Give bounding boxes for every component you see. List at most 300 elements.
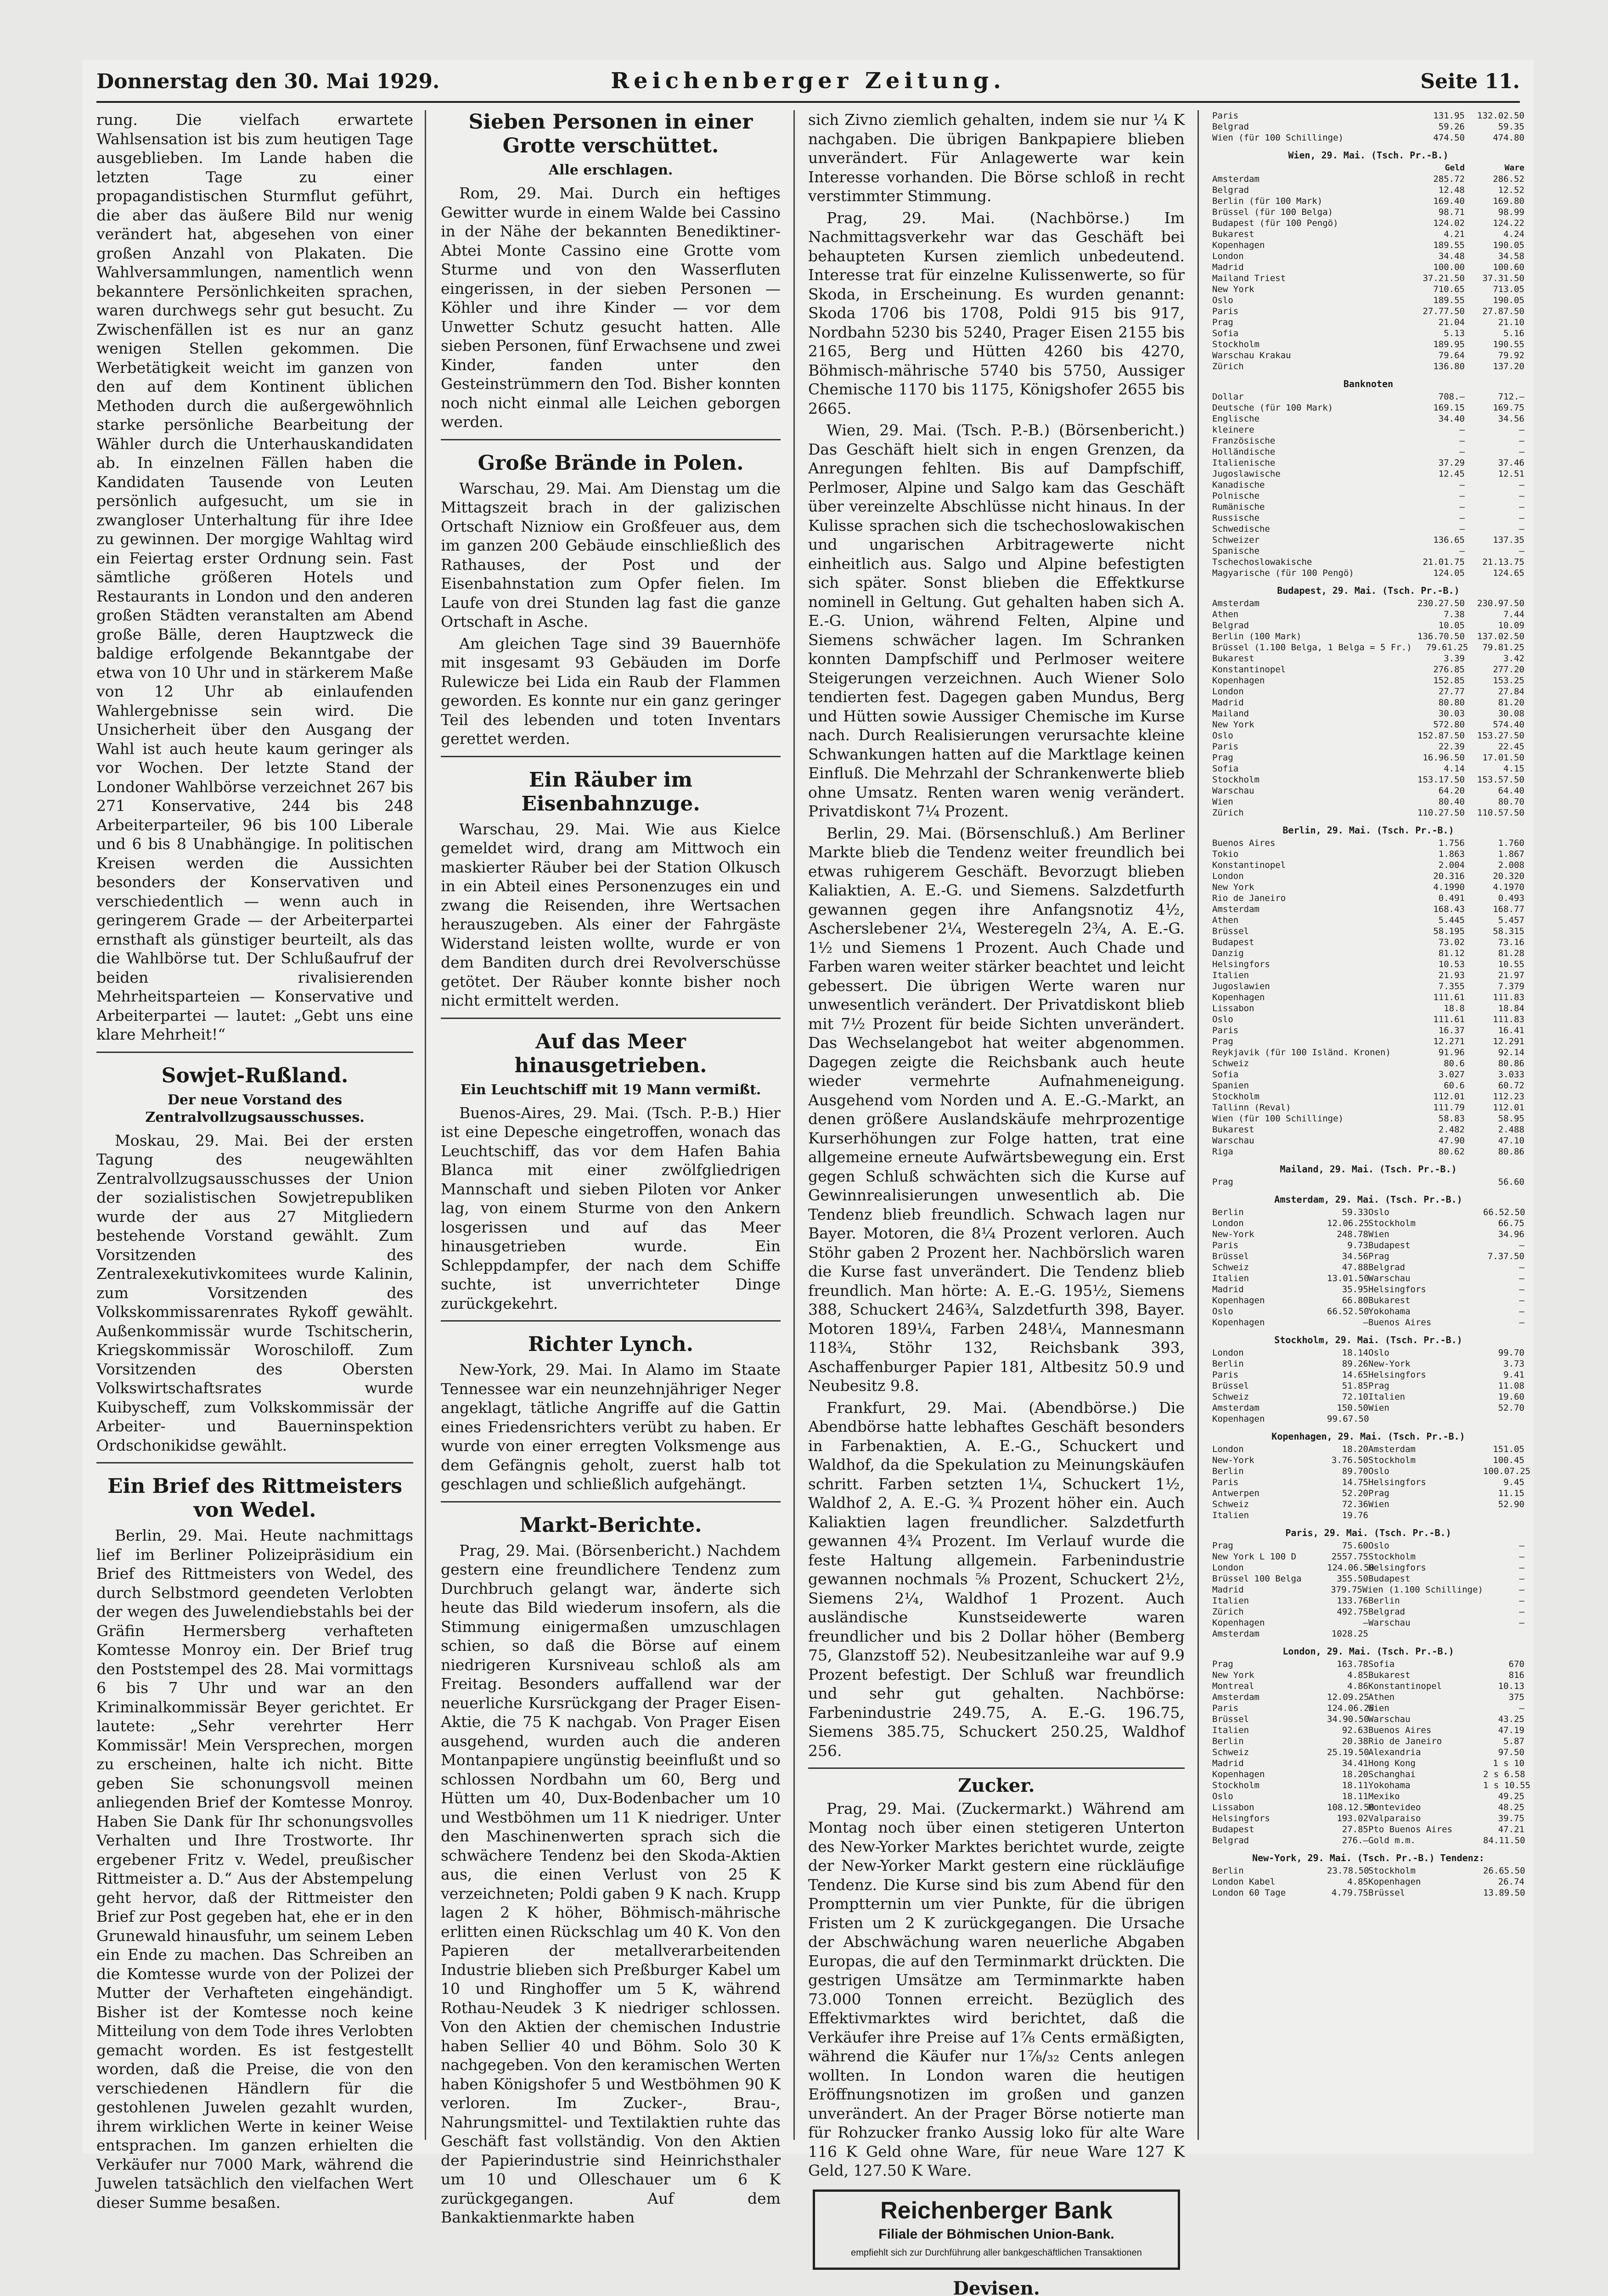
currency-name: Brüssel (für 100 Belga)	[1212, 207, 1405, 218]
rate-value: 14.65	[1327, 1369, 1368, 1380]
rate-value: 4.1970	[1465, 882, 1524, 893]
rate-value: 4.1990	[1405, 882, 1465, 893]
rate-value: 47.90	[1405, 1135, 1465, 1146]
rate-value: 12.291	[1465, 1036, 1524, 1047]
currency-name: Stockholm	[1368, 1455, 1483, 1466]
rate-value: 7.355	[1405, 981, 1465, 992]
currency-name: London	[1212, 871, 1405, 882]
currency-name: Lissabon	[1212, 1003, 1405, 1014]
rate-value: 136.70.50	[1405, 631, 1465, 642]
table-row	[1212, 882, 1524, 893]
rate-value: —	[1483, 1273, 1524, 1284]
rate-value: 18.8	[1405, 1003, 1465, 1014]
rate-value: 49.25	[1483, 1791, 1524, 1802]
rate-value: 91.96	[1405, 1047, 1465, 1058]
table-row	[1212, 1670, 1524, 1681]
currency-name: Schweiz	[1212, 1262, 1327, 1273]
rate-value: 124.65	[1465, 568, 1524, 579]
rate-value: 72.10	[1327, 1391, 1368, 1402]
table-row	[1212, 774, 1524, 785]
rate-value: 58.95	[1465, 1113, 1524, 1124]
rate-value: 26.74	[1483, 1876, 1524, 1887]
table-row	[1212, 1703, 1524, 1714]
currency-name: Stockholm	[1368, 1865, 1483, 1876]
rate-value: 4.86	[1327, 1681, 1368, 1692]
rate-value: —	[1483, 1703, 1524, 1714]
table-row	[1212, 1714, 1524, 1725]
rate-value: 2 s 6.58	[1483, 1769, 1524, 1780]
rate-value: —	[1483, 1295, 1524, 1306]
currency-name: Warschau	[1368, 1714, 1483, 1725]
table-row	[1212, 1207, 1524, 1218]
rate-value: 19.60	[1483, 1391, 1524, 1402]
currency-name: Prag	[1368, 1488, 1483, 1499]
rate-value: 13.89.50	[1483, 1887, 1524, 1898]
currency-name: Berlin	[1212, 1358, 1327, 1369]
rate-value: 97.50	[1483, 1747, 1524, 1758]
currency-name: Helsingfors	[1368, 1562, 1483, 1573]
rate-value: 58.83	[1405, 1113, 1465, 1124]
table-row	[1212, 1736, 1524, 1747]
rate-value: 18.20	[1327, 1444, 1368, 1455]
rate-value: 72.36	[1327, 1499, 1368, 1510]
rate-value: —	[1405, 424, 1465, 435]
currency-name: London	[1212, 1347, 1327, 1358]
table-row	[1212, 350, 1524, 361]
table-row	[1212, 1617, 1524, 1628]
rate-value: 27.84	[1465, 686, 1524, 697]
table-row	[1212, 730, 1524, 741]
table-row	[1212, 893, 1524, 904]
rate-value: 52.70	[1483, 1402, 1524, 1413]
currency-name: Paris	[1212, 110, 1405, 121]
rate-value: 189.95	[1405, 339, 1465, 350]
table-row	[1212, 1466, 1524, 1477]
rate-value: 81.20	[1465, 697, 1524, 708]
rate-value: 21.13.75	[1465, 557, 1524, 568]
currency-name: Italien	[1212, 1273, 1327, 1284]
rate-value: 18.84	[1465, 1003, 1524, 1014]
table-row	[1212, 512, 1524, 523]
currency-name: New York	[1212, 882, 1405, 893]
currency-name: London	[1212, 251, 1405, 262]
currency-name: Oslo	[1368, 1347, 1483, 1358]
rate-value: 3.76.50	[1327, 1455, 1368, 1466]
table-row	[1212, 1758, 1524, 1769]
table-row	[1212, 1802, 1524, 1813]
header-date: Donnerstag den 30. Mai 1929.	[96, 70, 439, 93]
rate-value: 12.51	[1465, 468, 1524, 479]
column-rule	[793, 110, 795, 2140]
rate-value: 1.760	[1465, 838, 1524, 849]
rate-value: 30.08	[1465, 708, 1524, 719]
rate-value: 17.01.50	[1465, 752, 1524, 763]
rate-value: 48.25	[1483, 1802, 1524, 1813]
rate-value: 111.83	[1465, 1014, 1524, 1025]
currency-name: Schweiz	[1212, 1058, 1405, 1069]
article-text: Rom, 29. Mai. Durch ein heftiges Gewitter wurde in einem Walde bei Cassino in der Nähe der bekannten Benediktiner-Abtei Monte Cassino eine Grotte vom Sturme und von den Wasserfluten eingerissen, in der sieben Personen — Köhler und ihre Kinder — vor dem Unwetter Schutz gesucht hatten. Alle sieben Personen, fünf Erwachsene und zwei Kinder, fanden unter den Gesteinstrümmern den Tod. Bisher konnten noch nicht einmal alle Leichen geborgen werden.	[441, 184, 781, 432]
table-row	[1212, 207, 1524, 218]
currency-name: New York	[1212, 719, 1405, 730]
table-row	[1212, 1455, 1524, 1466]
rate-value: 710.65	[1405, 284, 1465, 295]
separator	[96, 1462, 413, 1463]
rate-value: 47.10	[1465, 1135, 1524, 1146]
rate-value: 190.05	[1465, 240, 1524, 251]
rate-value: 79.61.25	[1412, 642, 1468, 653]
rate-value: 5.445	[1405, 915, 1465, 926]
currency-name: Yokohama	[1368, 1780, 1483, 1791]
rate-value: 132.02.50	[1465, 110, 1524, 121]
table-row	[1212, 1562, 1524, 1573]
table-row	[1212, 1865, 1524, 1876]
rate-value: 168.77	[1465, 904, 1524, 915]
rate-value: 190.55	[1465, 339, 1524, 350]
rate-value: 35.95	[1327, 1284, 1368, 1295]
headline-meer: Auf das Meer hinausgetrieben.	[441, 1030, 781, 1078]
rate-value: 34.40	[1405, 413, 1465, 424]
rate-value: 151.05	[1483, 1444, 1524, 1455]
bank-tagline: empfiehlt sich zur Durchführung aller bankgeschäftlichen Transaktionen	[821, 2244, 1171, 2263]
currency-name: Lissabon	[1212, 1802, 1327, 1813]
separator	[441, 1320, 781, 1322]
currency-name: Budapest	[1368, 1240, 1483, 1251]
currency-name: Jugoslawien	[1212, 981, 1405, 992]
column-rule	[1198, 110, 1199, 2140]
currency-name: Konstantinopel	[1212, 860, 1405, 871]
currency-name: Rio de Janeiro	[1212, 893, 1405, 904]
rate-value: —	[1483, 1595, 1524, 1606]
table-row	[1212, 1113, 1524, 1124]
rate-value: 230.97.50	[1465, 598, 1524, 609]
rate-value: 84.11.50	[1483, 1835, 1524, 1846]
rate-value: —	[1483, 1551, 1524, 1562]
rate-value: 1 s 10.55	[1483, 1780, 1524, 1791]
rate-value: 12.52	[1465, 185, 1524, 196]
table-row	[1212, 523, 1524, 535]
currency-name: Konstantinopel	[1212, 664, 1405, 675]
rate-value: 150.50	[1327, 1402, 1368, 1413]
table-row	[1212, 598, 1524, 609]
rate-value: 4.14	[1405, 763, 1465, 774]
rate-value: 26.65.50	[1483, 1865, 1524, 1876]
table-row	[1212, 948, 1524, 959]
currency-name: Amsterdam	[1212, 1402, 1327, 1413]
rate-value: 189.55	[1405, 240, 1465, 251]
rate-value: 37.21.50	[1405, 273, 1465, 284]
currency-name: Italien	[1212, 1595, 1327, 1606]
rate-value: 230.27.50	[1405, 598, 1465, 609]
rate-value: 12.09.25	[1327, 1692, 1368, 1703]
table-row	[1212, 557, 1524, 568]
rate-value: 2557.75	[1327, 1551, 1368, 1562]
table-row	[1212, 937, 1524, 948]
separator	[808, 1767, 1185, 1769]
rate-value: 99.67.50	[1327, 1413, 1368, 1424]
rate-value: 713.05	[1465, 284, 1524, 295]
currency-name: Kopenhagen	[1368, 1876, 1483, 1887]
currency-name: Sofia	[1212, 1069, 1405, 1080]
rate-value: 12.06.25	[1327, 1218, 1368, 1229]
headline-raeuber: Ein Räuber im Eisenbahnzuge.	[441, 768, 781, 816]
rate-value: 22.39	[1405, 741, 1465, 752]
table-row	[1212, 1014, 1524, 1025]
rate-value: 1.863	[1405, 849, 1465, 860]
rate-value: 375	[1483, 1692, 1524, 1703]
rate-value: 124.22	[1465, 218, 1524, 229]
table-row	[1212, 992, 1524, 1003]
rate-value: 34.48	[1405, 251, 1465, 262]
table-row	[1212, 1135, 1524, 1146]
table-row	[1212, 752, 1524, 763]
table-row	[1212, 1584, 1524, 1595]
bank-advertisement	[813, 2189, 1180, 2270]
rate-value: 27.87.50	[1465, 306, 1524, 317]
rate-value: 572.80	[1405, 719, 1465, 730]
currency-name: Mailand Triest	[1212, 273, 1405, 284]
rate-value: 10.53	[1405, 959, 1465, 970]
rate-value: —	[1483, 1284, 1524, 1295]
table-row	[1212, 1692, 1524, 1703]
rate-value: 10.05	[1405, 620, 1465, 631]
subheadline: Alle erschlagen.	[441, 162, 781, 179]
rate-value: 169.15	[1405, 402, 1465, 413]
currency-name: Berlin	[1212, 1736, 1327, 1747]
rate-value: 22.45	[1465, 741, 1524, 752]
rate-value: 492.75	[1327, 1606, 1368, 1617]
rate-value: 99.70	[1483, 1347, 1524, 1358]
rate-value: 4.21	[1405, 229, 1465, 240]
rate-value: 169.80	[1465, 196, 1524, 207]
rate-value: 4.24	[1465, 229, 1524, 240]
currency-name: Belgrad	[1212, 1835, 1327, 1846]
currency-name: Kopenhagen	[1212, 675, 1405, 686]
table-row	[1212, 196, 1524, 207]
currency-name: London	[1212, 686, 1405, 697]
table-row	[1212, 796, 1524, 807]
column-3	[808, 110, 1185, 2140]
article-text: Berlin, 29. Mai. (Börsenschluß.) Am Berliner Markte blieb die Tendenz weiter freundlich bei etwas ruhigerem Geschäft. Bevorzugt blieben Kaliaktien, A. E.-G. und Siemens. Salzdetfurth gewannen gegen ihre Anfangsnotiz 4½, Ascherslebener 2¼, Westeregeln 2¾, A. E.-G. 1½ und Siemens 1 Prozent. Auch Chade und Farben waren weiter stärker beachtet und leicht gebessert. Die übrigen Werte waren nur unwesentlich verändert. Der Privatdiskont blieb mit 7½ Prozent für beide Sichten unverändert. Das Wechselangebot hat weiter abgenommen. Dagegen zeigte die Reichsbank auch heute wieder vermehrte Aufnahmeneigung. Ausgehend vom Norden und A. E.-G.-Markt, an denen größere Auslandskäufe mehrprozentige Kurserhöhungen zur Folge hatten, trat eine allgemeine erneute Aufwärtsbewegung ein. Erst gegen Schluß schwächten sich die Kurse auf Gewinnrealisierungen unwesentlich ab. Die Tendenz blieb freundlich. Schwach lagen nur Bayer. Motoren, die 8¼ Prozent verloren. Auch Stöhr gaben 2 Prozent her. Nachbörslich waren die Kurse fast unverändert. Die Tendenz blieb freundlich. Man hörte: A. E.-G. 195½, Siemens 388, Schuckert 246¾, Salzdetfurth 398, Bayer. Motoren 189¼, Farben 248¼, Mannesmann 118¾, Stöhr 132, Reichsbank 393, Aschaffenburger Papier 181, Altbesitz 50.9 und Neubesitz 9.8.	[808, 824, 1185, 1396]
table-row	[1212, 1036, 1524, 1047]
currency-name: Helsingfors	[1212, 1813, 1327, 1824]
rate-value: 20.316	[1405, 871, 1465, 882]
currency-name: Paris	[1212, 1369, 1327, 1380]
rate-value: 131.95	[1405, 110, 1465, 121]
rate-value: —	[1405, 512, 1465, 523]
rate-value: 100.00	[1405, 262, 1465, 273]
currency-name: Buenos Aires	[1212, 838, 1405, 849]
column-2	[441, 110, 781, 2140]
table-row	[1212, 1813, 1524, 1824]
table-row	[1212, 339, 1524, 350]
table-row	[1212, 1780, 1524, 1791]
table-row	[1212, 664, 1524, 675]
table-row	[1212, 1681, 1524, 1692]
currency-name: Wien	[1212, 796, 1405, 807]
table-row	[1212, 1003, 1524, 1014]
table-title-mailand: Mailand, 29. Mai. (Tsch. Pr.-B.)	[1212, 1164, 1524, 1175]
rate-value: 0.491	[1405, 893, 1465, 904]
currency-name: Bukarest	[1212, 229, 1405, 240]
table-row	[1212, 1391, 1524, 1402]
rate-value: —	[1465, 424, 1524, 435]
header-page-number: Seite 11.	[1420, 70, 1520, 93]
currency-name: Russische	[1212, 512, 1405, 523]
rate-value: —	[1405, 490, 1465, 501]
rate-value: 4.15	[1465, 763, 1524, 774]
rate-value: 98.71	[1405, 207, 1465, 218]
table-row	[1212, 631, 1524, 642]
currency-name: Yokohama	[1368, 1306, 1483, 1317]
currency-name: Kopenhagen	[1212, 240, 1405, 251]
rate-value: —	[1327, 1617, 1368, 1628]
currency-name: Brüssel	[1368, 1887, 1483, 1898]
table-title-wien: Wien, 29. Mai. (Tsch. Pr.-B.)	[1212, 150, 1524, 161]
currency-name: Amsterdam	[1212, 174, 1405, 185]
currency-name: Polnische	[1212, 490, 1405, 501]
article-text: Am gleichen Tage sind 39 Bauernhöfe mit insgesamt 93 Gebäuden im Dorfe Rulewicze bei Lida ein Raub der Flammen geworden. Es konnte nur ein ganz geringer Teil des lebenden und toten Inventars gerettet werden.	[441, 634, 781, 748]
currency-name: Prag	[1212, 1176, 1405, 1187]
currency-name: Belgrad	[1212, 121, 1405, 132]
rate-value: 248.78	[1327, 1229, 1368, 1240]
table-row	[1212, 741, 1524, 752]
table-row	[1212, 546, 1524, 557]
table-row	[1212, 871, 1524, 882]
currency-name: Sofia	[1368, 1659, 1483, 1670]
rate-value: —	[1483, 1562, 1524, 1573]
rate-value: 37.46	[1465, 457, 1524, 468]
table-title-budapest: Budapest, 29. Mai. (Tsch. Pr.-B.)	[1212, 585, 1524, 596]
currency-name: Brüssel	[1212, 926, 1405, 937]
currency-name: Amsterdam	[1368, 1444, 1483, 1455]
rate-value: 2.008	[1465, 860, 1524, 871]
headline-devisen: Devisen.	[808, 2279, 1185, 2296]
table-row	[1212, 1146, 1524, 1157]
currency-name: Berlin (100 Mark)	[1212, 631, 1405, 642]
table-row	[1212, 785, 1524, 796]
rate-value: 277.20	[1465, 664, 1524, 675]
currency-name: Kanadische	[1212, 479, 1405, 490]
rate-value: 12.48	[1405, 185, 1465, 196]
table-row	[1212, 501, 1524, 512]
table-row	[1212, 1659, 1524, 1670]
currency-name: Oslo	[1368, 1207, 1483, 1218]
rate-value: 1.756	[1405, 838, 1465, 849]
article-text: Warschau, 29. Mai. Am Dienstag um die Mittagszeit brach in der galizischen Ortschaft Nizniow ein Großfeuer aus, dem im ganzen 200 Gebäude einschließlich des Rathauses, der Post und der Eisenbahnstation zum Opfer fielen. Im Laufe von drei Stunden lag fast die ganze Ortschaft in Asche.	[441, 479, 781, 631]
rate-value: 112.23	[1465, 1091, 1524, 1102]
currency-name: Schweiz	[1212, 1391, 1327, 1402]
rate-value: 111.83	[1465, 992, 1524, 1003]
table-row	[1212, 328, 1524, 339]
rate-value: 21.97	[1465, 970, 1524, 981]
currency-name: Antwerpen	[1212, 1488, 1327, 1499]
table-title-kopenhagen: Kopenhagen, 29. Mai. (Tsch. Pr.-B.)	[1212, 1431, 1524, 1442]
currency-name: Alexandria	[1368, 1747, 1483, 1758]
table-title-amsterdam: Amsterdam, 29. Mai. (Tsch. Pr.-B.)	[1212, 1194, 1524, 1205]
headline-wedel: Ein Brief des Rittmeisters von Wedel.	[96, 1474, 413, 1522]
table-row	[1212, 273, 1524, 284]
currency-name: Wien	[1368, 1229, 1483, 1240]
rate-value: 137.02.50	[1465, 631, 1524, 642]
currency-name: Berlin	[1212, 1207, 1327, 1218]
rate-value: 153.27.50	[1465, 730, 1524, 741]
table-row	[1212, 1747, 1524, 1758]
currency-name: Kopenhagen	[1212, 1617, 1327, 1628]
rate-value: 5.457	[1465, 915, 1524, 926]
article-text: Moskau, 29. Mai. Bei der ersten Tagung des neugewählten Zentralvollzugsausschusses der Union der sozialistischen Sowjetrepubliken wurde der aus 27 Mitgliedern bestehende Vorstand gewählt. Zum Vorsitzenden des Zentralexekutivkomitees wurde Kalinin, zum Vorsitzenden des Volkskommissarenrates Rykoff gewählt. Außenkommissär wurde Tschitscherin, Kriegskommissär Woroschiloff. Zum Vorsitzenden des Obersten Volkswirtschaftsrates wurde Kuibyscheff, zum Volkskommissär der Arbeiter- und Bauerninspektion Ordschonikidse gewählt.	[96, 1131, 413, 1455]
currency-name: Oslo	[1212, 1014, 1405, 1025]
column-1	[96, 110, 413, 2140]
rate-value: —	[1465, 435, 1524, 446]
rate-value: 34.96	[1483, 1229, 1524, 1240]
rate-value: 4.79.75	[1327, 1887, 1368, 1898]
rate-value: 12.45	[1405, 468, 1465, 479]
article-text: Warschau, 29. Mai. Wie aus Kielce gemeldet wird, drang am Mittwoch ein maskierter Räuber bei der Station Olkusch in ein Abteil eines Personenzuges ein und zwang die Reisenden, ihre Wertsachen herauszugeben. Als einer der Fahrgäste Widerstand leisten wollte, wurde er von dem Banditen durch drei Revolverschüsse getötet. Der Räuber konnte bisher noch nicht ermittelt werden.	[441, 820, 781, 1010]
article-text: Prag, 29. Mai. (Nachbörse.) Im Nachmittagsverkehr war das Geschäft bei behaupteten Kursen ziemlich unbedeutend. Interesse trat für einzelne Kulissenwerte, so für Skoda, in Erscheinung. Es wurden genannt: Skoda 1706 bis 1708, Poldi 915 bis 917, Nordbahn 5230 bis 5240, Prager Eisen 2155 bis 2165, Berg und Hütten 4260 bis 4270, Böhmisch-mährische 5740 bis 5750, Aussiger Chemische 1170 bis 1175, Königshofer 2655 bis 2665.	[808, 208, 1185, 418]
rate-value: 276.—	[1327, 1835, 1368, 1846]
table-row	[1212, 1628, 1524, 1639]
rate-value: 59.35	[1465, 121, 1524, 132]
table-row	[1212, 926, 1524, 937]
rate-value: —	[1405, 523, 1465, 535]
table-row	[1212, 1369, 1524, 1380]
currency-name: Paris	[1212, 1240, 1327, 1251]
table-row	[1212, 1380, 1524, 1391]
table-header-row	[1212, 163, 1524, 174]
table-row	[1212, 609, 1524, 620]
currency-name: Zürich	[1212, 1606, 1327, 1617]
rate-value: 18.11	[1327, 1791, 1368, 1802]
currency-name: Oslo	[1212, 1306, 1327, 1317]
rate-value: 7.38	[1405, 609, 1465, 620]
currency-name: Prag	[1368, 1251, 1483, 1262]
rate-value: 111.79	[1405, 1102, 1465, 1113]
rate-value: 27.85	[1327, 1824, 1368, 1835]
rate-value: 80.40	[1405, 796, 1465, 807]
rate-value: 5.13	[1405, 328, 1465, 339]
rate-value: 153.17.50	[1405, 774, 1465, 785]
column-rule	[425, 110, 426, 2140]
rate-value: 474.50	[1405, 132, 1465, 143]
currency-name: Gold m.m.	[1368, 1835, 1483, 1846]
table-row	[1212, 970, 1524, 981]
currency-name: Zürich	[1212, 361, 1405, 372]
rate-value: 47.19	[1483, 1725, 1524, 1736]
rate-value: —	[1465, 523, 1524, 535]
currency-name: Wien (für 100 Schillinge)	[1212, 1113, 1405, 1124]
separator	[96, 1052, 413, 1053]
currency-name: Wien (für 100 Schillinge)	[1212, 132, 1405, 143]
currency-name: Brüssel	[1212, 1251, 1327, 1262]
rate-value: 58.315	[1465, 926, 1524, 937]
table-row	[1212, 568, 1524, 579]
currency-name: Schwedische	[1212, 523, 1405, 535]
currency-name: Helsingfors	[1368, 1284, 1483, 1295]
currency-name: Budapest	[1368, 1573, 1483, 1584]
table-row	[1212, 1240, 1524, 1251]
table-row	[1212, 1499, 1524, 1510]
currency-name: Brüssel	[1212, 1714, 1327, 1725]
col-ware: Ware	[1465, 163, 1524, 174]
rate-value: 152.87.50	[1405, 730, 1465, 741]
currency-name: Sofia	[1212, 328, 1405, 339]
rate-value: —	[1483, 1540, 1524, 1551]
rate-value: 34.56	[1465, 413, 1524, 424]
table-row	[1212, 1058, 1524, 1069]
currency-name: Madrid	[1212, 1284, 1327, 1295]
column-4-exchange-rates	[1212, 110, 1524, 2140]
currency-name: Bukarest	[1368, 1670, 1483, 1681]
